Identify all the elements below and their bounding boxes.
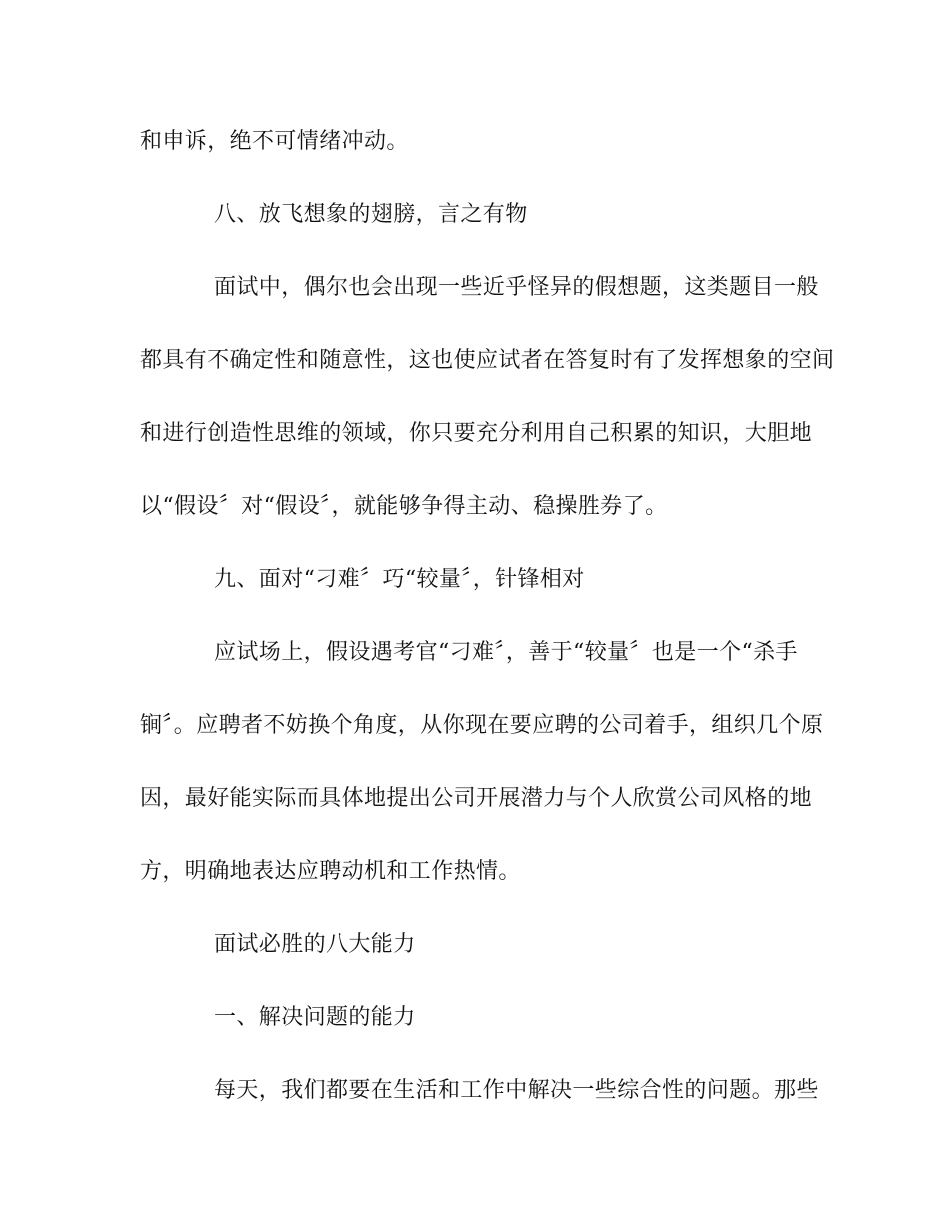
section-heading: 九、面对“刁难〞巧“较量〞，针锋相对 [214, 567, 585, 592]
paragraph-line: 每天，我们都要在生活和工作中解决一些综合性的问题。那些 [214, 1078, 819, 1103]
paragraph-line: 面试中，偶尔也会出现一些近乎怪异的假想题，这类题目一般 [214, 275, 819, 300]
section-heading: 八、放飞想象的翅膀，言之有物 [214, 202, 528, 227]
paragraph-line: 因，最好能实际而具体地提出公司开展潜力与个人欣赏公司风格的地 [140, 786, 813, 811]
section-heading: 一、解决问题的能力 [214, 1005, 416, 1030]
paragraph-line: 以“假设〞对“假设〞，就能够争得主动、稳操胜券了。 [140, 494, 668, 519]
paragraph-line: 锏〞。应聘者不妨换个角度，从你现在要应聘的公司着手，组织几个原 [140, 713, 824, 738]
paragraph-line: 都具有不确定性和随意性，这也使应试者在答复时有了发挥想象的空间 [140, 348, 835, 373]
paragraph-line: 方，明确地表达应聘动机和工作热情。 [140, 859, 521, 884]
paragraph-line: 和进行创造性思维的领域，你只要充分利用自己积累的知识，大胆地 [140, 421, 813, 446]
section-heading: 面试必胜的八大能力 [214, 932, 416, 957]
paragraph-line: 应试场上，假设遇考官“刁难〞，善于“较量〞也是一个“杀手 [214, 640, 798, 665]
paragraph-line: 和申诉，绝不可情绪冲动。 [140, 129, 409, 154]
